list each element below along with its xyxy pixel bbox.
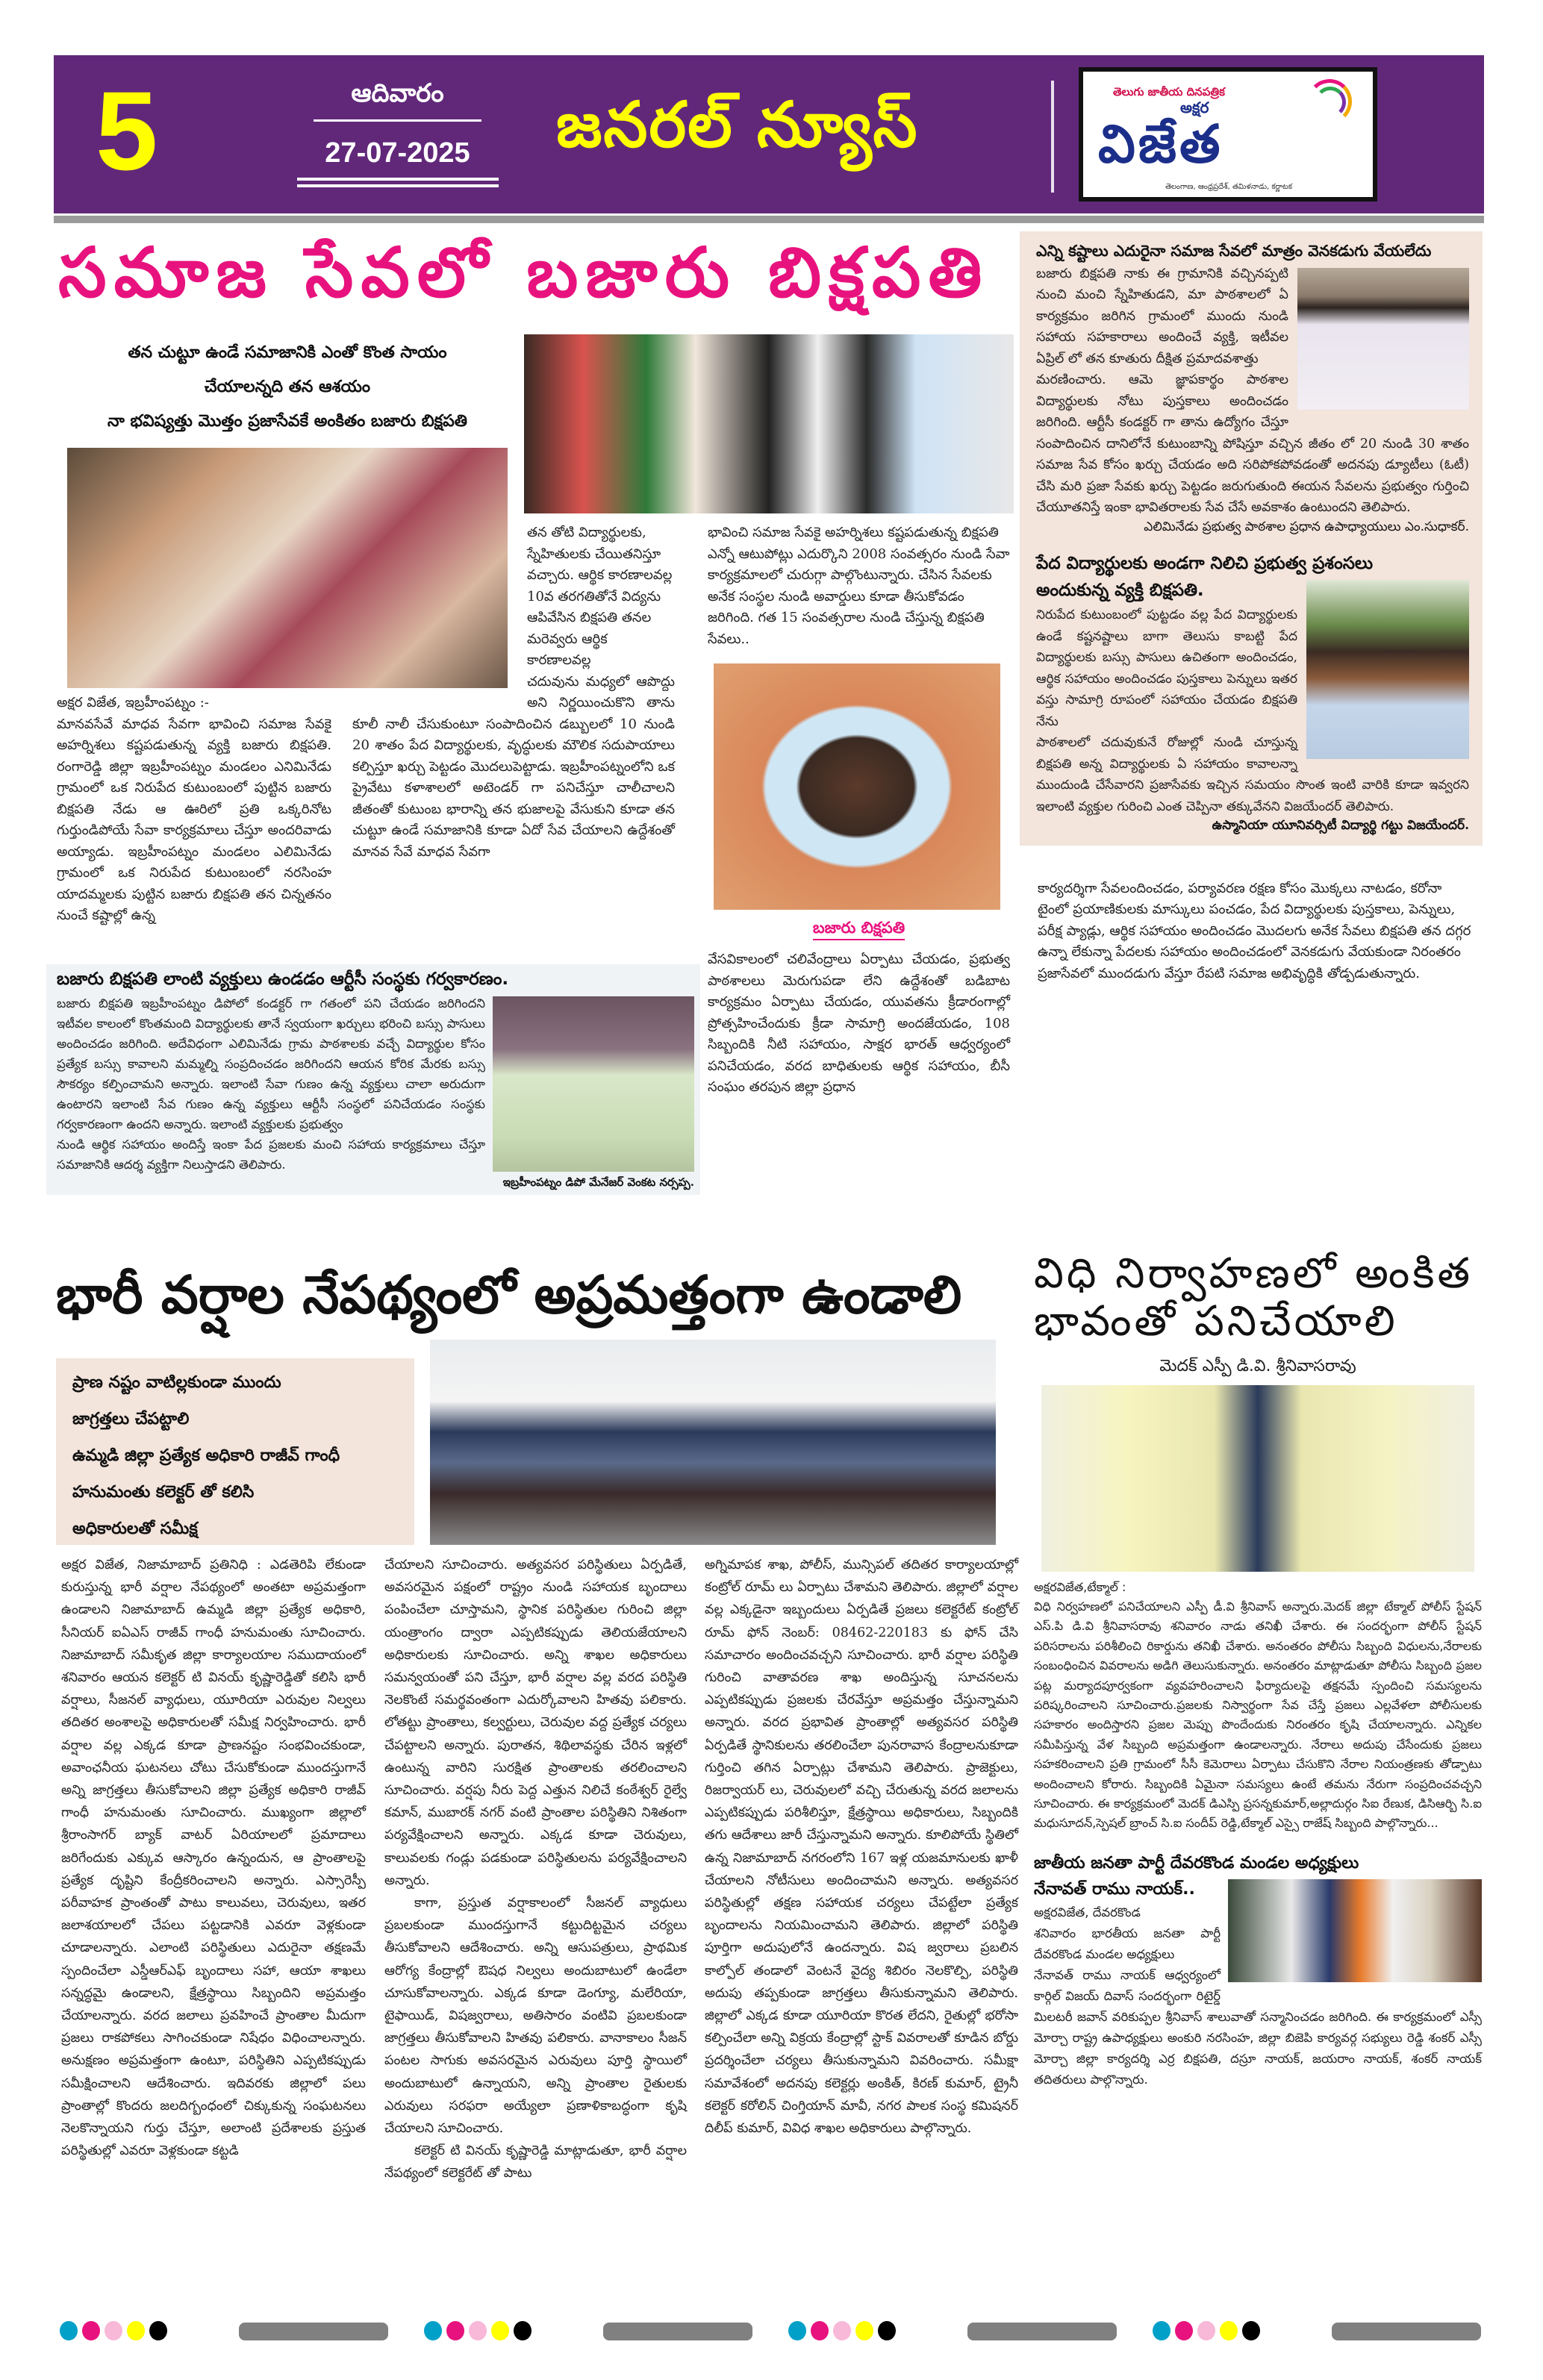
depot-byline: ఇబ్రహీంపట్నం డిపో మేనేజర్ వెంకట నర్సప్ప. [502,1175,694,1189]
divider [297,178,499,181]
registration-dot-icon [127,2321,145,2340]
registration-dot-icon [1153,2321,1171,2340]
police-headline-line: భావంతో పనిచేయాలి [1034,1297,1398,1346]
registration-dot-icon [878,2321,896,2340]
color-dots-group [424,2321,536,2343]
color-dots-group [788,2321,900,2343]
police-subtitle: మెదక్ ఎస్పీ డి.వి. శ్రీనివాసరావు [1159,1357,1356,1375]
police-station-photo [1041,1385,1474,1572]
logo-arc-icon [1315,87,1346,118]
lead-col3-block [708,522,1010,1099]
party-felicitation-photo [1228,1879,1482,1982]
lead-subhead: తన చుట్టూ ఉండే సమాజానికి ఎంతో కొంత సాయం [128,343,447,362]
depot-body-bottom: నుండి ఆర్థిక సహాయం అందిస్తే ఇంకా పేద ప్రజలకు మంచి సహాయ కార్యక్రమాలు చేస్తూ సమాజానికి ఆదర్శ వ్యక్తిగా నిలుస్తాడని తెలిపారు. [57,1137,485,1172]
student-photo [1306,580,1469,759]
depot-body-top: బజారు బిక్షపతి ఇబ్రహీంపట్నం డిపోలో కండక్టర్ గా గతంలో పని చేయడం జరిగిందని ఇటీవల కాలంలో కొంతమంది విద్యార్థులకు తానే స్వయంగా ఖర్చులు భరించి బస్సు పాసులు అందించడం జరిగింది. అదేవిధంగా ఎలిమినేడు గ్రామ పాఠశాలకు వచ్చే విద్యార్థుల కోసం ప్రత్యేక బస్సు కావాలని మమ్మల్ని సంప్రదించడం జరిగిందని ఆయన కోరిక మేరకు బస్సు సౌకర్యం కల్పించామని అన్నారు. ఇలాంటి సేవా గుణం ఉన్న వ్యక్తులు చాలా అరుదుగా ఉంటారని ఇలాంటి సేవ గుణం ఉన్న వ్యక్తులు ఆర్టీసీ సంస్థలో పనిచేయడం సంస్థకు గర్వకారణంగా ఉందని అన్నారు. ఇలాంటి వ్యక్తులకు ప్రభుత్వం [57,996,485,1131]
review-meeting-photo [430,1340,996,1545]
rain-col2-p2: కాగా, ప్రస్తుత వర్షాకాలంలో సీజనల్ వ్యాధులు ప్రబలకుండా ముందస్తుగానే కట్టుదిట్టమైన చర్యలు తీసుకోవాలని ఆదేశించారు. అన్ని ఆసుపత్రులు, ప్రాథమిక ఆరోగ్య కేంద్రాల్లో ఔషధ నిల్వలు అందుబాటులో ఉండేలా చూసుకోవాలన్నారు. ఎక్కడ కూడా డెంగ్యూ, మలేరియా, టైఫాయిడ్, విషజ్వరాలు, అతిసారం వంటివి ప్రబలకుండా జాగ్రత్తలు తీసుకోవాలని హితవు పలికారు. వానాకాలం సీజన్ పంటల సాగుకు అవసరమైన ఎరువులు పూర్తి స్థాయిలో అందుబాటులో ఉన్నాయని, అన్ని ప్రాంతాల రైతులకు ఎరువులు సరఫరా అయ్యేలా ప్రణాళికాబద్ధంగా కృషి చేయాలని సూచించారు. [384,1896,687,2137]
highlight-line: ఉమ్మడి జిల్లా ప్రత్యేక అధికారి రాజీవ్ గాంధీ [72,1446,340,1465]
rain-col3: అగ్నిమాపక శాఖ, పోలీస్, మున్సిపల్ తదితర కార్యాలయాల్లో కంట్రోల్ రూమ్ లు ఏర్పాటు చేశామని తెలిపారు. జిల్లాలో వర్షాల వల్ల ఎక్కడైనా ఇబ్బందులు ఏర్పడితే ప్రజలు కలెక్టరేట్ కంట్రోల్ రూమ్ ఫోన్ నెంబర్: 08462-220183 కు ఫోన్ చేసి సమాచారం అందించవచ్చని సూచించారు. భారీ వర్షాల పరిస్థితి గురించి వాతావరణ శాఖ అందిస్తున్న సూచనలను ఎప్పటికప్పుడు ప్రజలకు చేరవేస్తూ అప్రమత్తం చేస్తున్నామని అన్నారు. వరద ప్రభావిత ప్రాంతాల్లో అత్యవసర పరిస్థితి ఏర్పడితే స్థానికులను తరలించేలా పునరావాస కేంద్రాలనుకూడా గుర్తించి తగిన ఏర్పాట్లు చేశామని తెలిపారు. ప్రాజెక్టులు, రిజర్వాయర్ లు, చెరువులలో వచ్చి చేరుతున్న వరద జలాలను ఎప్పటికప్పుడు పరిశీలిస్తూ, క్షేత్రస్థాయి అధికారులు, సిబ్బందికి తగు ఆదేశాలు జారీ చేస్తున్నామని అన్నారు. కూలిపోయే స్థితిలో ఉన్న నిజామాబాద్ నగరంలోని 167 ఇళ్ల యజమానులకు ఖాళీ చేయాలని నోటీసులు అందించామని అన్నారు. అత్యవసర పరిస్థితుల్లో తక్షణ సహాయక చర్యలు చేపట్టేలా ప్రత్యేక బృందాలను నియమించామని తెలిపారు. జిల్లాలో పరిస్థితి పూర్తిగా అదుపులోనే ఉందన్నారు. విష జ్వరాలు ప్రబలిన కాల్పోల్ తండాలో వెంటనే వైద్య శిబిరం నెలకొల్పి, పరిస్థితి అదుపు తప్పకుండా జాగ్రత్తలు తీసుకున్నామని తెలిపారు. జిల్లాలో ఎక్కడ కూడా యూరియా కొరత లేదని, రైతుల్లో భరోసా కల్పించేలా అన్ని విక్రయ కేంద్రాల్లో స్టాక్ వివరాలతో కూడిన బోర్డు ప్రదర్శించేలా చర్యలు తీసుకున్నామని వివరించారు. సమీక్షా సమావేశంలో అదనపు కలెక్టర్లు అంకిత్, కిరణ్ కుమార్, ట్రైనీ కలెక్టర్ కరోలిన్ చింగ్తియాన్ మావీ, నగర పాలక సంస్థ కమిషనర్ దిలీప్ కుమార్, వివిధ శాఖల అధికారులు పాల్గొన్నారు. [705,1558,1018,2137]
issue-date: 27-07-2025 [325,137,470,169]
student-body-bottom: పాఠశాలలో చదువుకునే రోజుల్లో నుండి చూస్తున్న బిక్షపతి అన్న విద్యార్థులకు ఏ సహాయం కావాలన్నా ముందుండి చేసేవారని ప్రజాసేవకు ఇచ్చిన సమయం సొంత ఇంటి వారికి కూడా ఇవ్వరని ఇలాంటి వ్యక్తుల గురించి ఎంత చెప్పినా తక్కువేనని విజయేందర్ తెలిపారు. [1036,735,1469,814]
masthead-rule [54,216,1484,223]
lead-headline: సమాజ సేవలో బజారు బిక్షపతి [58,233,990,313]
rain-col2-p3: కలెక్టర్ టి వినయ్ కృష్ణారెడ్డి మాట్లాడుతూ, భారీ వర్షాల నేపథ్యంలో కలెక్టరేట్ తో పాటు [384,2143,687,2181]
police-dateline: అక్షరవిజేత,టేక్మాల్ : [1034,1579,1126,1594]
party-headline: జాతీయ జనతా పార్టీ దేవరకొండ మండల అధ్యక్షులు [1034,1853,1359,1873]
lead-col4-bottom: కార్యదర్శిగా సేవలందించడం, పర్యావరణ రక్షణ కోసం మొక్కలు నాటడం, కరోనా టైంలో ప్రయాణికులకు మాస్కులు పంచడం, పేద విద్యార్థులకు పుస్తకాలు, పెన్నులు, పరీక్ష ప్యాడ్లు, ఆర్థిక సహాయం అందించడం మొదలగు అనేక సేవలు బిక్షపతి తన దగ్గర ఉన్నా లేకున్నా పేదలకు సహాయం అందించడంలో వెనకడుగు వేయకుండా నిరంతరం ప్రజాసేవలో ముందడుగు వేస్తూ రేపటి సమాజ అభివృద్ధికి తోడ్పడుతున్నారు. [1038,880,1471,981]
registration-dot-icon [105,2321,122,2340]
day-label: ఆదివారం [351,78,444,108]
divider [1051,81,1054,193]
section-title: జనరల్ న్యూస్ [556,88,919,161]
right-column-top [1020,231,1483,984]
lead-col3-bottom: వేసవికాలంలో చలివేంద్రాలు ఏర్పాటు చేయడం, ప్రభుత్వ పాఠశాలలు మెరుగుపడా లేని ఉద్దేశంతో బడిబాట కార్యక్రమం ఏర్పాటు చేయడం, యువతను క్రీడారంగాల్లో ప్రోత్సహించేందుకు క్రీడా సామాగ్రి అందజేయడం, 108 సిబ్బందికి నీటి సహాయం, సాక్షర భారత్ ఆధ్వర్యంలో పనిచేయడం, వరద బాధితులకు ఆర్థిక సహాయం, బీసీ సంఘం తరపున జిల్లా ప్రధాన [708,952,1010,1095]
registration-dot-icon [60,2321,78,2340]
registration-dot-icon [833,2321,851,2340]
registration-dot-icon [1175,2321,1193,2340]
party-dateline: అక్షరవిజేత, దేవరకొండ [1034,1905,1141,1920]
quotes-panel [1020,231,1483,846]
right-column-bottom [1034,1250,1482,2090]
divider [314,119,481,122]
registration-dot-icon [811,2321,829,2340]
registration-dot-icon [469,2321,487,2340]
bikshapathi-portrait [714,663,1000,910]
photo-spacer [352,522,527,709]
depot-heading: బజారు బిక్షపతి లాంటి వ్యక్తులు ఉండడం ఆర్టీసీ సంస్థకు గర్వకారణం. [57,969,509,989]
teacher-heading: ఎన్ని కష్టాలు ఎదురైనా సమాజ సేవలో మాత్రం వెనకడుగు వేయలేదు [1036,242,1432,260]
logo-name: విజేత [1098,113,1224,175]
lead-col1-block [57,693,331,927]
page-number: 5 [96,68,158,193]
party-headline: నేనావత్ రాము నాయక్.. [1034,1880,1195,1899]
color-dots-group [60,2321,172,2343]
teacher-photo [1297,268,1469,410]
logo-prefix: అక్షర [1180,99,1209,116]
registration-dot-icon [514,2321,532,2340]
rain-headline: భారీ వర్షాల నేపథ్యంలో అప్రమత్తంగా ఉండాలి [56,1264,962,1325]
registration-dot-icon [491,2321,509,2340]
registration-dot-icon [82,2321,100,2340]
registration-bar [239,2323,388,2340]
highlight-line: అధికారులతో సమీక్ష [72,1519,198,1538]
depot-box [46,964,700,1195]
logo-tagline: తెలంగాణ, ఆంధ్రప్రదేశ్, తమిళనాడు, కర్ణాటక [1165,183,1292,191]
registration-bar [1332,2323,1481,2340]
rain-col1: అక్షర విజేత, నిజామాబాద్ ప్రతినిధి : ఎడతెరిపి లేకుండా కురుస్తున్న భారీ వర్షాల నేపథ్యంలో అంతటా అప్రమత్తంగా ఉండాలని నిజామాబాద్ ఉమ్మడి జిల్లా ప్రత్యేక అధికారి, సీనియర్ ఐఏఎస్ రాజీవ్ గాంధీ హనుమంతు సూచించారు. నిజామాబాద్ సమీకృత జిల్లా కార్యాలయాల సముదాయంలో శనివారం ఆయన కలెక్టర్ టి వినయ్ కృష్ణారెడ్డితో కలిసి భారీ వర్షాలు, సీజనల్ వ్యాధులు, యూరియా ఎరువుల నిల్వలు తదితర అంశాలపై అధికారులతో సమీక్ష నిర్వహించారు. భారీ వర్షాల వల్ల ఎక్కడ కూడా ప్రాణనష్టం సంభవించకుండా, అవాంఛనీయ ఘటనలు చోటు చేసుకోకుండా ముందస్తుగానే అన్ని జాగ్రత్తలు తీసుకోవాలని జిల్లా ప్రత్యేక అధికారి రాజీవ్ గాంధీ హనుమంతు సూచించారు. ముఖ్యంగా జిల్లాలో శ్రీరాంసాగర్ బ్యాక్ వాటర్ ఏరియాలలో ప్రమాదాలు జరిగేందుకు ఎక్కువ ఆస్కారం ఉన్నందున, ఆ ప్రాంతాలపై ప్రత్యేక దృష్టిని కేంద్రీకరించాలని అన్నారు. ఎస్సారెస్పీ పరీవాహక ప్రాంతంతో పాటు కాలువలు, చెరువులు, ఇతర జలాశయాలలో చేపలు పట్టడానికి ఎవరూ వెళ్లకుండా చూడాలన్నారు. ఎలాంటి పరిస్థితులు ఎదురైనా తక్షణమే స్పందించేలా ఎస్డీఆర్ఎఫ్ బృందాలు సహా, ఆయా శాఖలు సన్నద్ధమై ఉండాలని, క్షేత్రస్థాయి సిబ్బందిని అప్రమత్తం చేయాలన్నారు. వరద జలాలు ప్రవహించే ప్రాంతాల మీదుగా ప్రజలు రాకపోకలు సాగించకుండా నిషేధం విధించాలన్నారు. అనుక్షణం అప్రమత్తంగా ఉంటూ, పరిస్థితిని ఎప్పటికప్పుడు సమీక్షించాలని ఆదేశించారు. ఇదివరకు జిల్లాలో పలు ప్రాంతాల్లో కొందరు జలదిగ్బంధంలో చిక్కుకున్న సంఘటనలు నెలకొన్నాయని గుర్తు చేస్తూ, అలాంటి ప్రదేశాలకు ప్రస్తుత పరిస్థితుల్లో ఎవరూ వెళ్లకుండా కట్టడి [61,1558,366,2159]
lead-subhead: చేయాలన్నది తన ఆశయం [204,378,371,396]
lead-photo-award [524,334,1014,513]
teacher-body-bottom: మరణించారు. ఆమె జ్ఞాపకార్థం పాఠశాల విద్యార్థులకు నోటు పుస్తకాలు అందించడం జరిగింది. ఆర్టీసీ కండక్టర్ గా తాను ఉద్యోగం చేస్తూ సంపాదించిన దానిలోనే కుటుంబాన్ని పోషిస్తూ వచ్చిన జీతం లో 20 నుండి 30 శాతం సమాజ సేవ కోసం ఖర్చు చేయడం అది సరిపోకపోవడంతో అదనపు డ్యూటీలు (ఓటీ) చేసి మరి ప్రజా సేవకు ఖర్చు పెట్టడం జరుగుతుంది ఈయన సేవలను ప్రభుత్వం గుర్తించి చేయూతనిస్తే ఇంకా భావితరాలకు సేవ చేసే అవకాశం ఉంటుందని తెలిపారు. [1036,372,1469,516]
registration-dot-icon [446,2321,464,2340]
lead-col3: భావించి సమాజ సేవకై అహర్నిశలు కష్టపడుతున్న బిక్షపతి ఎన్నో ఆటుపోట్లు ఎదుర్కొని 2008 సంవత్సరం నుండి సేవా కార్యక్రమాలలో చురుగ్గా పాల్గొంటున్నారు. చేసిన సేవలకు అనేక సంస్థల నుండి అవార్డులు కూడా తీసుకోవడం జరిగింది. గత 15 సంవత్సరాల నుండి చేస్తున్న బిక్షపతి సేవలు.. [708,525,1010,647]
police-headline-line: విధి నిర్వాహణలో అంకిత [1034,1249,1474,1298]
party-body-top: శనివారం భారతీయ జనతా పార్టీ దేవరకొండ మండల అధ్యక్షులు [1034,1926,1221,1962]
newspaper-logo [1079,67,1377,202]
highlight-line: ప్రాణ నష్టం వాటిల్లకుండా ముందు [72,1373,281,1392]
registration-dot-icon [1197,2321,1215,2340]
police-body: విధి నిర్వహణలో పనిచేయాలని ఎస్పీ డీ.వి శ్రీనివాస్ అన్నారు.మెదక్ జిల్లా టేక్మాల్ పోలీస్ స్టేషన్ ఎస్.పి డి.వి శ్రీనివాసరావు శనివారం నాడు తనిఖీ చేశారు. ఈ సందర్భంగా పోలీస్ స్టేషన్ పరిసరాలను పరిశీలించి రికార్డును తనిఖీ చేశారు. అనంతరం పోలీసు సిబ్బంది విధులను,నేరాలకు సంబంధించిన వివరాలను అడిగి తెలుసుకున్నారు. అనంతరం మాట్లాడుతూ పోలీసు సిబ్బంది ప్రజల పట్ల మర్యాదపూర్వకంగా వ్యవహరించాలని ఫిర్యాదులపై తక్షనమే స్పందించి సమస్యలను పరిష్కరించాలని సూచించారు.ప్రజలకు నిస్వార్థంగా సేవ చేస్తే ప్రజలు ఎల్లవేళలా పోలీసులకు సహకారం అందిస్తారని ప్రజల మెప్పు పొందేందుకు నిరంతరం కృషి చేయాలన్నారు. ఎన్నికల సమీపిస్తున్న వేళ సిబ్బంది అప్రమత్తంగా ఉండాలన్నారు. నేరాలు అదుపు చేసేందుకు ప్రజలు సహకరించాలని ప్రతి గ్రామంలో సీసీ కెమెరాలు ఏర్పాటు చేసుకొని నేరాల నియంత్రణకు తోడ్పాటు అందించాలని కోరారు. సిబ్బందికి ఏమైనా సమస్యలు ఉంటే తమను నేరుగా సంప్రదించవచ్చని సూచించారు. ఈ కార్యక్రమంలో మెదక్ డిఎస్పి ప్రసన్నకుమార్,అల్లాదుర్గం సిఐ రేణుక, డిసిఆర్బి సి.ఐ మధుసూదన్,స్పెషల్ బ్రాంచ్ సి.ఐ సందీప్ రెడ్డి,టేక్మాల్ ఎస్సై రాజేష్ సిబ్బంది పాల్గొన్నారు... [1034,1599,1482,1831]
highlight-line: హనుమంతు కలెక్టర్ తో కలిసి [72,1483,255,1502]
registration-bar [967,2323,1117,2340]
lead-col1: మానవసేవే మాధవ సేవగా భావించి సమాజ సేవకై అహర్నిశలు కష్టపడుతున్న వ్యక్తి బజారు బిక్షపతి. రంగారెడ్డి జిల్లా ఇబ్రహీంపట్నం మండలం ఎనిమినేడు గ్రామంలో ఒక నిరుపేద కుటుంబంలో పుట్టిన బజారు బిక్షపతి నేడు ఆ ఊరిలో ప్రతి ఒక్కరినోట గుర్తుండిపోయే సేవా కార్యక్రమాలు చేస్తూ అందరివాడు అయ్యాడు. ఇబ్రహీంపట్నం మండలం ఎలిమినేడు గ్రామంలో ఒక నిరుపేద కుటుంబంలో నరసింహ యాదమ్మలకు పుట్టిన బజారు బిక్షపతి తన చిన్నతనం నుంచే కష్టాల్లో ఉన్న [57,716,331,923]
registration-dot-icon [855,2321,873,2340]
registration-dot-icon [1242,2321,1260,2340]
student-heading: పేద విద్యార్థులకు అండగా నిలిచి ప్రభుత్వ ప్రశంసలు [1036,553,1374,573]
photo-caption: బజారు బిక్షపతి [813,920,905,940]
logo-top-line: తెలుగు జాతీయ దినపత్రిక [1113,85,1225,99]
lead-col2-top: తన తోటి విద్యార్థులకు, స్నేహితులకు చేయితనిస్తూ వచ్చారు. ఆర్థిక కారణాలవల్ల 10వ తరగతితోనే విద్యను ఆపివేసిన బిక్షపతి తనల మరెవ్వరు ఆర్థిక కారణాలవల్ల [527,525,673,668]
rain-col2 [384,1554,687,2185]
registration-dot-icon [149,2321,167,2340]
teacher-byline: ఎలిమినేడు ప్రభుత్వ పాఠశాల ప్రధాన ఉపాధ్యాయులు ఎం.సుధాకర్. [1144,519,1469,534]
registration-dot-icon [788,2321,806,2340]
color-dots-group [1153,2321,1265,2343]
rain-col2-p1: చేయాలని సూచించారు. అత్యవసర పరిస్థితులు ఏర్పడితే, అవసరమైన పక్షంలో రాష్ట్రం నుండి సహాయక బృందాలు పంపించేలా చూస్తామని, స్థానిక పరిస్థితుల గురించి జిల్లా యంత్రాంగం ద్వారా ఎప్పటికప్పుడు తెలియజేయాలని అధికారులకు సూచించారు. అన్ని శాఖల అధికారులు సమన్వయంతో పని చేస్తూ, భారీ వర్షాల వల్ల వరద పరిస్థితి నెలకొంటే సమర్థవంతంగా ఎదుర్కోవాలని హితవు పలికారు. లోతట్టు ప్రాంతాలు, కల్వర్టులు, చెరువుల వద్ద ప్రత్యేక చర్యలు చేపట్టాలని అన్నారు. పురాతన, శిథిలావస్థకు చేరిన ఇళ్లలో ఉంటున్న వారిని సురక్షిత ప్రాంతాలకు తరలించాలని సూచించారు. వర్షపు నీరు పెద్ద ఎత్తున నిలిచే కంఠేశ్వర్ రైల్వే కమాన్, ముబారక్ నగర్ వంటి ప్రాంతాల పరిస్థితిని నిశితంగా పర్యవేక్షించాలని అన్నారు. ఎక్కడ కూడా చెరువులు, కాలువలకు గండ్లు పడకుండా పరిస్థితులను పర్యవేక్షించాలని అన్నారు. [384,1558,687,1888]
lead-col2-block [352,522,675,863]
registration-dot-icon [424,2321,442,2340]
student-byline: ఉస్మానియా యూనివర్సిటీ విద్యార్థి గట్టు విజయేందర్. [1212,818,1469,834]
teacher-body-top: బజారు బిక్షపతి నాకు ఈ గ్రామానికి వచ్చినప్పటి నుంచి మంచి స్నేహితుడని, మా పాఠశాలలో ఏ కార్యక్రమం జరిగిన గ్రామంలో ముందు నుండి సహాయ సహకారాలు అందించే వ్యక్తి, ఇటీవల ఏప్రిల్ లో తన కూతురు దీక్షిత ప్రమాదవశాత్తు [1036,266,1288,366]
rain-highlights-box [56,1358,414,1545]
party-body-bottom: నేనావత్ రాము నాయక్ ఆధ్వర్యంలో కార్గిల్ విజయ్ దివాస్ సందర్భంగా రిటైర్డ్ మిలటరీ జవాన్ వరికుప్పల శ్రీనివాస్ శాలువాతో సన్మానించడం జరిగింది. ఈ కార్యక్రమంలో ఎస్సీ మోర్చా రాష్ట్ర ఉపాధ్యక్షులు అంకురి నరసింహ, జిల్లా బిజెపి కార్యవర్గ సభ్యులు రెడ్డి శంకర్ ఎస్సీ మోర్చా జిల్లా కార్యదర్శి ఎర్ర బిక్షపతి, దస్రూ నాయక్, జయరాం నాయక్, శంకర్ నాయక్ తదితరులు పాల్గొన్నారు. [1034,1968,1482,2087]
registration-bar [603,2323,752,2340]
student-body-top: నిరుపేద కుటుంబంలో పుట్టడం వల్ల పేద విద్యార్థులకు ఉండే కష్టనష్టాలు బాగా తెలుసు కాబట్టి పేద విద్యార్థులకు బస్సు పాసులు ఉచితంగా అందించడం, ఆర్థిక సహాయం అందించడం పుస్తకాలు పెన్నులు ఇతర వస్తు సామాగ్రి రూపంలో సహాయం చేయడం బిక్షపతి నేను [1036,608,1297,729]
divider [297,184,499,187]
registration-dot-icon [1220,2321,1238,2340]
lead-col2-bottom: చదువును మధ్యలో ఆపొద్దు అని నిర్ణయించుకొని తాను కూలీ నాలీ చేసుకుంటూ సంపాదించిన డబ్బులలో 10 నుండి 20 శాతం పేద విద్యార్థులకు, వృద్ధులకు మౌలిక సదుపాయాలు కల్పిస్తూ ఖర్చు పెట్టడం మొదలుపెట్టాడు. ఇబ్రహీంపట్నంలోని ఒక ప్రైవేటు కళాశాలలో అటెండర్ గా పనిచేస్తూ చాలీచాలని జీతంతో కుటుంబ భారాన్ని తన భుజాలపై వేసుకుని కూడా తన చుట్టూ ఉండే సమాజానికి కూడా ఏదో సేవ చేయాలని ఉద్దేశంతో మానవ సేవే మాధవ సేవగా [352,673,675,860]
registration-marks [60,2321,1486,2343]
depot-manager-photo [493,996,694,1172]
highlight-line: జాగ్రత్తలు చేపట్టాలి [72,1410,190,1428]
lead-subhead: నా భవిష్యత్తు మొత్తం ప్రజాసేవకే అంకితం బజారు బిక్షపతి [107,412,468,431]
police-headline [1034,1250,1482,1346]
lead-dateline: అక్షర విజేత, ఇబ్రహీంపట్నం :- [57,695,209,710]
student-heading: అందుకున్న వ్యక్తి బిక్షపతి. [1036,581,1204,601]
caption-row [708,920,1010,940]
